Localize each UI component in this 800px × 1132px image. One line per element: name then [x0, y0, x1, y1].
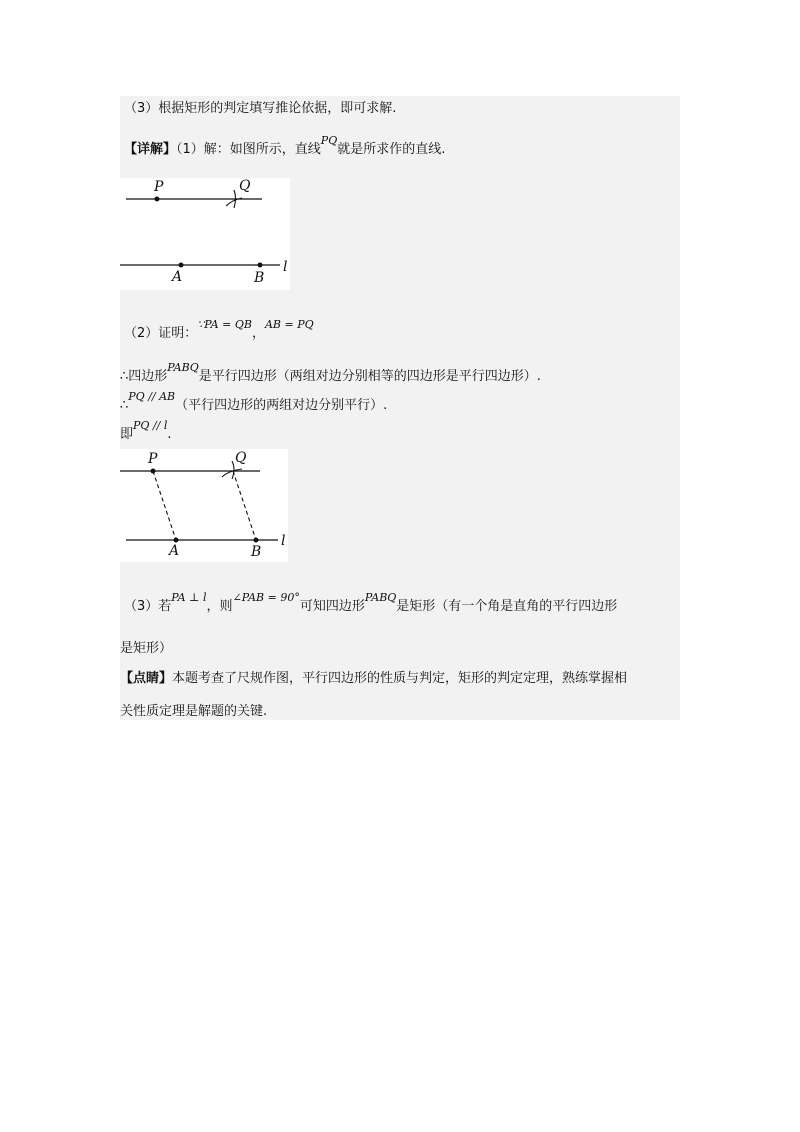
label-p: P — [154, 179, 164, 195]
rectangle-statement: 是矩形（有一个角是直角的平行四边形 — [396, 599, 618, 614]
label-b: B — [254, 270, 265, 286]
label-a: A — [172, 269, 183, 285]
text-line-6 — [120, 419, 172, 444]
math-pa-perp-l: PA ⊥ l — [171, 591, 207, 604]
math-pq: PQ — [320, 134, 338, 147]
text-line-4 — [120, 361, 541, 386]
label-q: Q — [239, 178, 251, 194]
detail-tag: 【详解】 — [124, 142, 177, 157]
comment-text-end: 关性质定理是解题的关键. — [120, 704, 268, 719]
parallel-reason: （平行四边形的两组对边分别平行）. — [175, 398, 388, 413]
namely: 即 — [120, 427, 134, 442]
period: . — [167, 427, 172, 442]
math-pq-parallel-l: PQ // l — [133, 419, 168, 432]
solution-part-1-end: 就是所求作的直线. — [337, 142, 446, 157]
text-line-10 — [120, 703, 267, 721]
text-line-1 — [124, 100, 396, 118]
rectangle-statement-end: 是矩形） — [120, 641, 173, 656]
label-l: l — [281, 533, 286, 549]
text-line-9 — [120, 670, 627, 688]
comment-tag: 【点睛】 — [120, 671, 173, 686]
proof-intro: （2）证明： — [124, 326, 198, 341]
label-q: Q — [235, 450, 247, 466]
label-l: l — [283, 259, 288, 275]
math-pabq-2: PABQ — [364, 591, 397, 604]
parallelogram-statement: 是平行四边形（两组对边分别相等的四边形是平行四边形）. — [198, 369, 541, 384]
math-angle-pab: ∠PAB = 90° — [232, 591, 300, 604]
math-pabq: PABQ — [167, 361, 199, 374]
hint-step-3: （3）根据矩形的判定填写推论依据，即可求解. — [124, 101, 397, 116]
text-line-8 — [120, 640, 172, 658]
label-a: A — [169, 543, 180, 559]
therefore-symbol: ∴ — [120, 398, 129, 413]
math-pq-parallel-ab: PQ // AB — [128, 390, 176, 403]
figure-2 — [120, 449, 288, 562]
label-p: P — [148, 451, 158, 467]
math-pa-eq-qb: ∵PA = QB — [197, 318, 252, 331]
therefore-quad: ∴四边形 — [120, 369, 168, 384]
math-ab-eq-pq: AB = PQ — [264, 318, 314, 331]
then-clause: ，则 — [206, 599, 233, 614]
figure-1 — [120, 178, 290, 290]
comment-text: 本题考查了尺规作图，平行四边形的性质与判定，矩形的判定定理，熟练掌握相 — [172, 671, 628, 686]
text-line-3 — [124, 318, 314, 343]
solution-part-1: （1）解：如图所示，直线 — [176, 142, 321, 157]
separator: ， — [251, 326, 265, 341]
if-clause: （3）若 — [124, 599, 172, 614]
text-line-2 — [124, 134, 446, 159]
know-quad: 可知四边形 — [299, 599, 365, 614]
text-line-5 — [120, 390, 388, 415]
label-b: B — [251, 544, 262, 560]
